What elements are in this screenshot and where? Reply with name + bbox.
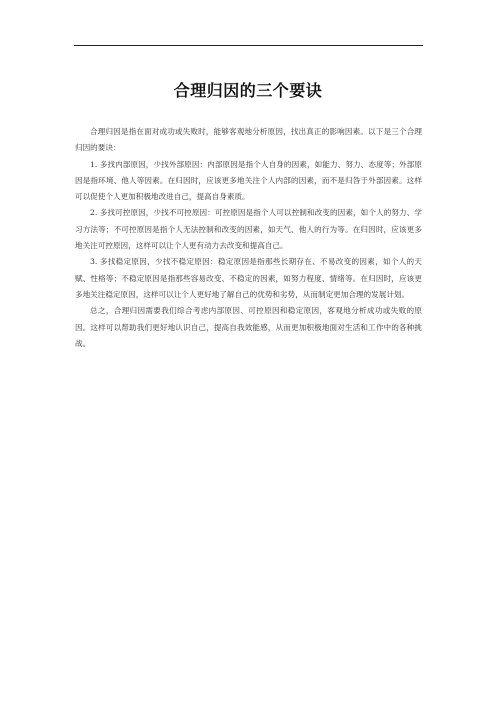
intro-paragraph: 合理归因是指在面对成功或失败时，能够客观地分析原因，找出真正的影响因素。以下是三个合理归因的要诀： [75,127,422,153]
header-rule [74,45,423,46]
document-title: 合理归因的三个要诀 [173,81,323,100]
tip-3-paragraph: 3. 多找稳定原因，少找不稳定原因：稳定原因是指那些长期存在、不易改变的因素，如个人的天赋、性格等；不稳定原因是指那些容易改变、不稳定的因素，如努力程度、情绪等。在归因时，应该更多地关注稳定原因，这样可以让个人更好地了解自己的优势和劣势，从而制定更加合理的发展计划。 [75,257,422,299]
tip-2-paragraph: 2. 多找可控原因，少找不可控原因：可控原因是指个人可以控制和改变的因素，如个人的努力、学习方法等；不可控原因是指个人无法控制和改变的因素，如天气、他人的行为等。在归因时，应该更多地关注可控原因，这样可以让个人更有动力去改变和提高自己。 [75,208,422,251]
conclusion-paragraph: 总之，合理归因需要我们综合考虑内部原因、可控原因和稳定原因，客观地分析成功或失败的原因。这样可以帮助我们更好地认识自己，提高自我效能感，从而更加积极地面对生活和工作中的各种挑战。 [75,306,422,348]
tip-1-paragraph: 1. 多找内部原因，少找外部原因：内部原因是指个人自身的因素，如能力、努力、态度等；外部原因是指环境、他人等因素。在归因时，应该更多地关注个人内部的因素，而不是归咎于外部因素。这样可以促使个人更加积极地改进自己，提高自身素质。 [75,159,422,202]
document-body [75,124,422,352]
